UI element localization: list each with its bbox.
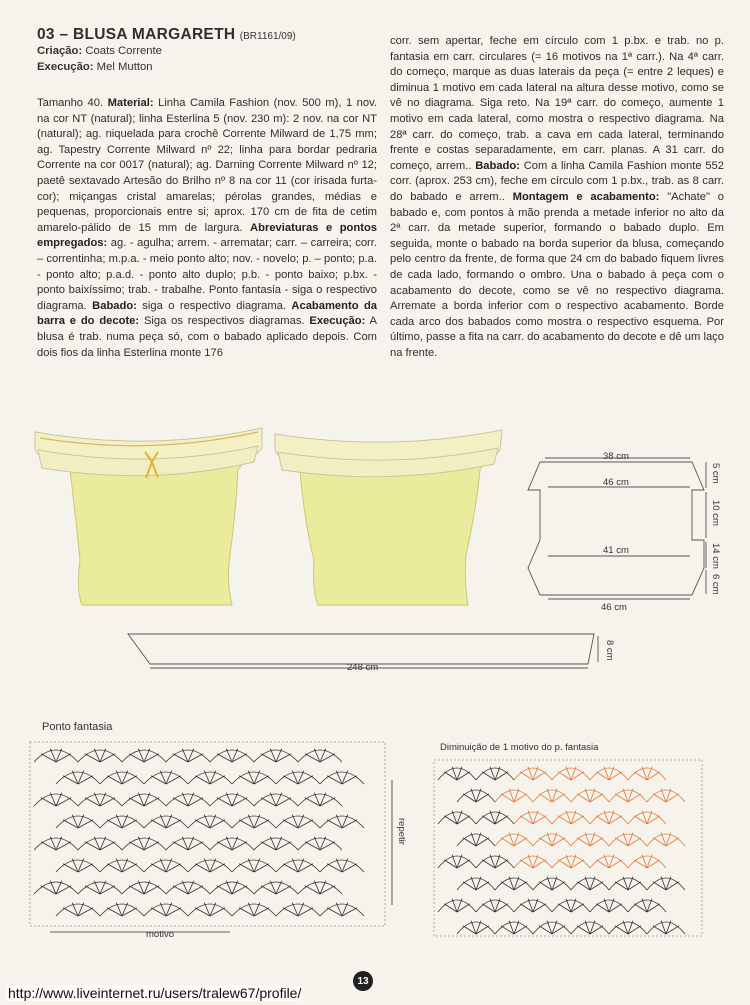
instructions-left-column: Tamanho 40. Material: Linha Camila Fashion (nov. 500 m), 1 nov. na cor NT (natural); linha Esterlina 5 (nov. 230 m): 2 nov. na cor NT (natural); ag. niquelada para crochê Corrente Milward de 1,75 mm; ag. Tapestry Corrente Milward nº 22; linha para bordar pedraria Corrente na cor 0017 (natural); ag. Darning Corrente Milward nº 12; paetê sextavado Artesão do Brilho nº 8 na cor 11 (cor irisada furta-cor); miçangas cristal amarelas; pérolas grandes, médias e pequenas, proporcionais entre si; aprox. 170 cm de fita de cetim amarelo-pálido de 15 mm de largura. Abreviaturas e pontos empregados: ag. - agulha; arrem. - arrematar; carr. – carreira; corr. – correntinha; m.p.a. - meio ponto alto; nov. - novelo; p. – ponto; p.a. - ponto alto; p.a.d. - ponto alto duplo; p.b. - ponto baixo; p.bx. - ponto baixíssimo; trab. - trabalhe. Ponto fantasia - siga o respectivo diagrama. Babado: siga o respectivo diagrama. Acabamento da barra e do decote: Siga os respectivos diagramas. Execução: A blusa é trab. numa peça só, com o babado aplicado depois. Com dois fios da linha Esterlina monte 176 xyxy=(37,97,378,359)
dim-top: 38 cm xyxy=(603,451,629,462)
blouse-front-illustration xyxy=(35,428,262,605)
dim-bottom: 46 cm xyxy=(601,602,627,613)
pattern-title: 03 – BLUSA MARGARETH xyxy=(37,26,236,43)
dim-h1: 5 cm xyxy=(710,463,721,484)
decrease-title: Diminuição de 1 motivo do p. fantasia xyxy=(440,742,599,753)
creation-credit: Criação: Coats Corrente xyxy=(37,45,162,57)
ponto-fantasia-title: Ponto fantasia xyxy=(42,721,113,733)
source-url[interactable]: http://www.liveinternet.ru/users/tralew67/profile/ xyxy=(8,985,302,1001)
repeat-label: repetir xyxy=(396,818,407,845)
dim-upper: 46 cm xyxy=(603,477,629,488)
motif-decrease-chart xyxy=(434,760,702,936)
pattern-code: (BR1161/09) xyxy=(239,31,296,42)
dim-mid: 41 cm xyxy=(603,545,629,556)
ponto-fantasia-chart xyxy=(30,742,392,932)
page-number: 13 xyxy=(353,971,373,991)
strip-height: 8 cm xyxy=(604,640,615,661)
blouse-back-illustration xyxy=(275,430,502,605)
dim-h3: 14 cm xyxy=(710,543,721,569)
motif-label: motivo xyxy=(146,929,174,940)
dim-h4: 6 cm xyxy=(710,574,721,595)
instructions-right-column: corr. sem apertar, feche em círculo com 1 p.bx. e trab. no p. fantasia em carr. circulares (= 16 motivos na 1ª carr.). Na 4ª carr. do começo, marque as duas laterais da peça (= entre 2 leques) e diminua 1 motivo em cada lateral na altura desse motivo, como se vê no diagrama. Siga reto. Na 19ª carr. do começo, aumente 1 motivo em cada lateral, como mostra o respectivo diagrama. Na 28ª carr. do começo, trab. a cava em cada lateral, terminando frente e costas separadamente, em carr. planas. A 31 carr. do começo, arrem.. Babado: Com a linha Camila Fashion monte 552 corr. (aprox. 253 cm), feche em círculo com 1 p.bx., trab. as 8 carr. do babado e arrem.. Montagem e acabamento: "Achate" o babado e, com pontos à mão prenda a metade inferior no alto da 2ª carr. da metade superior, formando o babado duplo. Em seguida, monte o babado na borda superior da blusa, começando pelo centro da frente, de forma que 24 cm do babado fiquem livres de cada lado, formando o ombro. Una o babado à peça com o acabamento do decote, como se vê no respectivo diagrama. Arremate a borda inferior com o respectivo acabamento. Borde cada arco dos babados como mostra o respectivo esquema. Por último, passe a fita na carr. do acabamento do decote e dê um laço na frente. xyxy=(390,35,724,359)
execution-credit: Execução: Mel Mutton xyxy=(37,61,153,73)
dim-h2: 10 cm xyxy=(710,500,721,526)
strip-length: 248 cm xyxy=(347,662,379,673)
